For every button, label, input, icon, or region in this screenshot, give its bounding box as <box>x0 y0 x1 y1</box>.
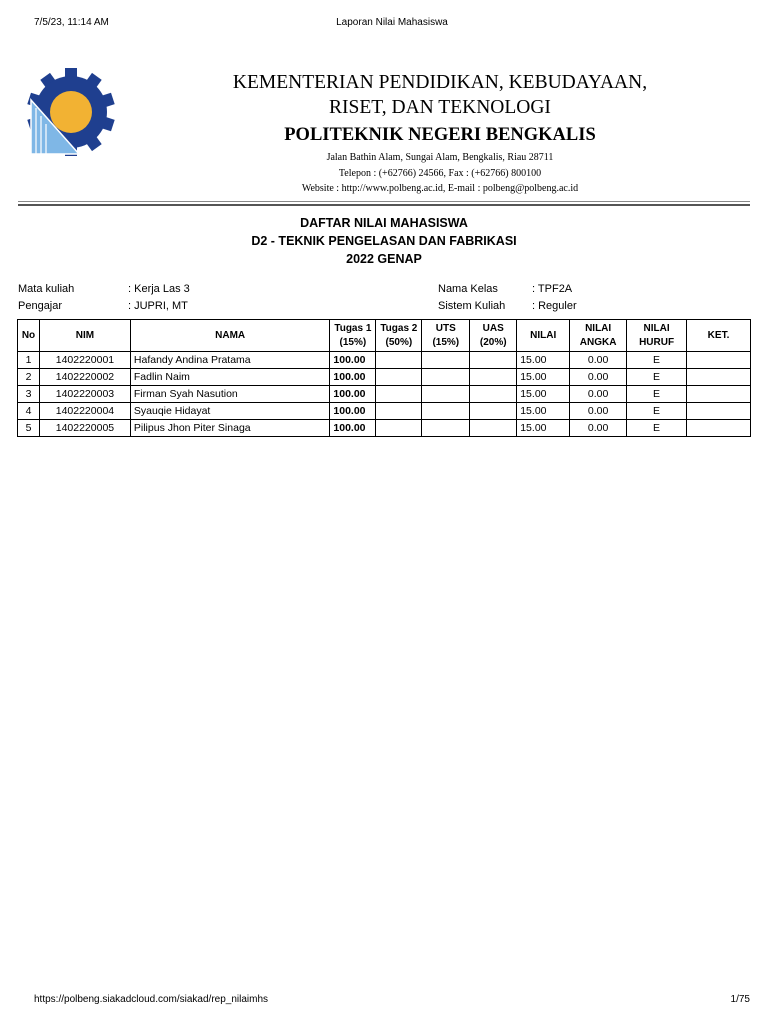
cell-nilai: 15.00 <box>517 386 570 403</box>
cell-tugas1: 100.00 <box>330 352 376 369</box>
col-nilai-huruf-line1: NILAI <box>643 322 670 334</box>
page-url[interactable]: https://polbeng.siakadcloud.com/siakad/rep_nilaimhs <box>34 994 269 1005</box>
cell-nama: Firman Syah Nasution <box>130 386 330 403</box>
col-tugas1-label: Tugas 1 <box>334 322 372 334</box>
col-nilai-huruf <box>627 320 687 352</box>
cell-uas <box>470 403 517 420</box>
class-info <box>438 281 738 315</box>
cell-tugas1: 100.00 <box>330 386 376 403</box>
page-number: 1/75 <box>730 994 750 1005</box>
cell-nilai-huruf: E <box>627 369 687 386</box>
cell-nilai-huruf: E <box>627 352 687 369</box>
nama-kelas-row <box>438 281 738 298</box>
cell-ket <box>687 369 751 386</box>
cell-nilai-angka: 0.00 <box>570 420 627 437</box>
table-row <box>18 420 751 437</box>
polbeng-logo-icon <box>25 67 117 157</box>
ministry-line-2: RISET, DAN TEKNOLOGI <box>329 97 551 118</box>
cell-uts <box>422 403 470 420</box>
cell-tugas1: 100.00 <box>330 403 376 420</box>
institution-address: Jalan Bathin Alam, Sungai Alam, Bengkalis, Riau 28711 <box>326 152 554 163</box>
pengajar-label: Pengajar <box>18 300 63 312</box>
mata-kuliah-value: : Kerja Las 3 <box>128 283 190 295</box>
cell-no: 4 <box>18 403 40 420</box>
print-header <box>34 17 750 31</box>
col-nilai-huruf-line2: HURUF <box>639 336 675 348</box>
ministry-line-1: KEMENTERIAN PENDIDIKAN, KEBUDAYAAN, <box>232 72 648 93</box>
cell-tugas2 <box>376 352 422 369</box>
cell-nama: Fadlin Naim <box>130 369 330 386</box>
sistem-kuliah-label: Sistem Kuliah <box>438 300 506 312</box>
col-nilai: NILAI <box>517 320 570 352</box>
cell-ket <box>687 352 751 369</box>
nama-kelas-value: : TPF2A <box>532 283 573 295</box>
grades-table <box>17 319 751 437</box>
report-semester: 2022 GENAP <box>346 252 422 266</box>
cell-nilai-angka: 0.00 <box>570 352 627 369</box>
report-title-block <box>0 214 768 268</box>
cell-nilai-huruf: E <box>627 420 687 437</box>
print-title: Laporan Nilai Mahasiswa <box>336 17 448 28</box>
col-tugas2 <box>376 320 422 352</box>
table-row <box>18 386 751 403</box>
col-uas <box>470 320 517 352</box>
cell-nilai-angka: 0.00 <box>570 403 627 420</box>
institution-phone: Telepon : (+62766) 24566, Fax : (+62766) 800100 <box>338 167 542 179</box>
cell-nilai-huruf: E <box>627 386 687 403</box>
col-tugas1 <box>330 320 376 352</box>
col-nim: NIM <box>39 320 130 352</box>
cell-no: 2 <box>18 369 40 386</box>
cell-nim: 1402220005 <box>39 420 130 437</box>
col-tugas1-weight: (15%) <box>339 336 367 348</box>
institution-name: POLITEKNIK NEGERI BENGKALIS <box>284 125 596 145</box>
cell-uas <box>470 352 517 369</box>
cell-tugas2 <box>376 403 422 420</box>
cell-nilai: 15.00 <box>517 420 570 437</box>
cell-tugas1: 100.00 <box>330 420 376 437</box>
cell-tugas2 <box>376 420 422 437</box>
table-row <box>18 403 751 420</box>
cell-nama: Pilipus Jhon Piter Sinaga <box>130 420 330 437</box>
cell-nama: Syauqie Hidayat <box>130 403 330 420</box>
institution-website: Website : http://www.polbeng.ac.id, E-mail : polbeng@polbeng.ac.id <box>301 183 579 194</box>
col-uts-label: UTS <box>435 322 456 334</box>
cell-no: 5 <box>18 420 40 437</box>
cell-no: 3 <box>18 386 40 403</box>
course-info <box>18 281 418 315</box>
cell-uas <box>470 420 517 437</box>
cell-nilai-huruf: E <box>627 403 687 420</box>
col-uas-weight: (20%) <box>479 336 507 348</box>
cell-uas <box>470 386 517 403</box>
cell-ket <box>687 403 751 420</box>
cell-ket <box>687 386 751 403</box>
cell-nilai: 15.00 <box>517 369 570 386</box>
mata-kuliah-label: Mata kuliah <box>18 283 75 295</box>
cell-nim: 1402220003 <box>39 386 130 403</box>
col-uts <box>422 320 470 352</box>
cell-uts <box>422 386 470 403</box>
cell-nim: 1402220002 <box>39 369 130 386</box>
cell-nim: 1402220004 <box>39 403 130 420</box>
cell-nilai: 15.00 <box>517 403 570 420</box>
nama-kelas-label: Nama Kelas <box>438 283 498 295</box>
cell-nilai-angka: 0.00 <box>570 369 627 386</box>
table-row <box>18 352 751 369</box>
col-ket: KET. <box>687 320 751 352</box>
cell-tugas2 <box>376 369 422 386</box>
pengajar-value: : JUPRI, MT <box>128 300 188 312</box>
mata-kuliah-row <box>18 281 418 298</box>
col-uts-weight: (15%) <box>432 336 460 348</box>
table-header-row <box>18 320 751 352</box>
col-uas-label: UAS <box>482 322 504 334</box>
cell-no: 1 <box>18 352 40 369</box>
cell-tugas2 <box>376 386 422 403</box>
pengajar-row <box>18 298 418 315</box>
sistem-kuliah-value: : Reguler <box>532 300 577 312</box>
report-title: DAFTAR NILAI MAHASISWA <box>300 216 468 230</box>
cell-ket <box>687 420 751 437</box>
cell-tugas1: 100.00 <box>330 369 376 386</box>
col-tugas2-label: Tugas 2 <box>380 322 418 334</box>
sistem-kuliah-row <box>438 298 738 315</box>
col-nama: NAMA <box>130 320 330 352</box>
cell-nama: Hafandy Andina Pratama <box>130 352 330 369</box>
cell-uas <box>470 369 517 386</box>
letterhead-divider <box>18 201 750 206</box>
print-date: 7/5/23, 11:14 AM <box>34 17 109 28</box>
cell-nilai-angka: 0.00 <box>570 386 627 403</box>
cell-uts <box>422 369 470 386</box>
cell-nilai: 15.00 <box>517 352 570 369</box>
col-no: No <box>18 320 40 352</box>
col-nilai-angka <box>570 320 627 352</box>
table-row <box>18 369 751 386</box>
cell-uts <box>422 420 470 437</box>
col-nilai-angka-line1: NILAI <box>585 322 612 334</box>
report-program: D2 - TEKNIK PENGELASAN DAN FABRIKASI <box>251 234 517 248</box>
cell-nim: 1402220001 <box>39 352 130 369</box>
letterhead <box>140 70 740 197</box>
print-footer <box>34 994 750 1008</box>
cell-uts <box>422 352 470 369</box>
col-nilai-angka-line2: ANGKA <box>579 336 617 348</box>
col-tugas2-weight: (50%) <box>385 336 413 348</box>
